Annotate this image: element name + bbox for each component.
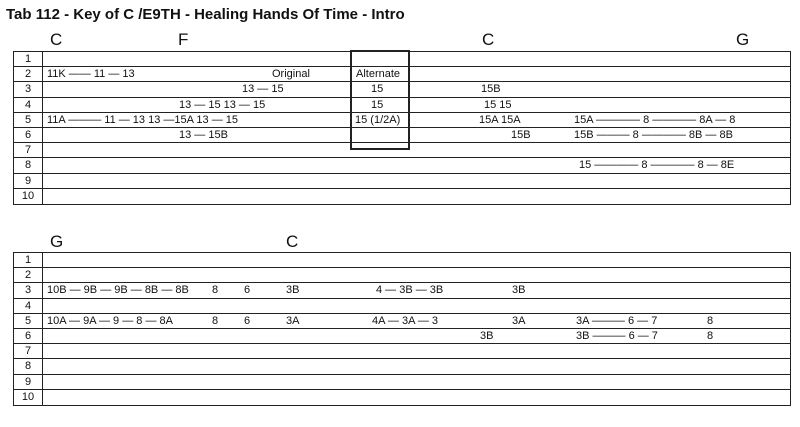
tab-note: 11A ——— 11 — 13 13 —15A 13 — 15 [47, 113, 238, 126]
tab-note: 8 [707, 329, 714, 342]
tab-note: 8 [212, 314, 219, 327]
page-title: Tab 112 - Key of C /E9TH - Healing Hands Of Time - Intro [6, 6, 405, 23]
string-row [14, 359, 790, 374]
string-row [14, 174, 790, 189]
string-number: 2 [14, 268, 43, 282]
tab-note: 6 [244, 284, 251, 297]
chord-label: G [736, 30, 750, 49]
tab-note: 15B [481, 83, 501, 96]
tab-note: 3A [286, 314, 300, 327]
tab-note: 15 15 [484, 98, 512, 111]
tab-note: 13 — 15 13 — 15 [179, 98, 266, 111]
tab-note: 8 [707, 314, 714, 327]
string-number: 1 [14, 52, 43, 66]
chord-label: C [50, 30, 63, 49]
string-number: 6 [14, 128, 43, 142]
string-row [14, 253, 790, 268]
string-number: 9 [14, 375, 43, 389]
tab-note: 15 [371, 83, 384, 96]
string-row [14, 329, 790, 344]
tab-note: 3B ——— 6 — 7 [576, 329, 658, 342]
string-row [14, 344, 790, 359]
tab-note: 15A ———— 8 ———— 8A — 8 [574, 113, 736, 126]
string-number: 4 [14, 98, 43, 112]
alternate-label: Alternate [356, 68, 401, 81]
tab-note: 15 ———— 8 ———— 8 — 8E [579, 159, 735, 172]
chord-label: F [178, 30, 189, 49]
tab-note: 3B [480, 329, 494, 342]
string-row [14, 268, 790, 283]
tab-note: 15B [511, 128, 531, 141]
tab-note: 15 [371, 98, 384, 111]
string-row [14, 158, 790, 173]
tab-note: 8 [212, 284, 219, 297]
string-number: 10 [14, 189, 43, 204]
tab-note: 10A — 9A — 9 — 8 — 8A [47, 314, 173, 327]
alternate-highlight-box [350, 50, 410, 150]
string-number: 8 [14, 359, 43, 373]
chord-label: C [482, 30, 495, 49]
tab-note: 13 — 15 [242, 83, 284, 96]
string-number: 5 [14, 113, 43, 127]
tab-note: 15B ——— 8 ———— 8B — 8B [574, 128, 733, 141]
string-number: 5 [14, 314, 43, 328]
string-number: 10 [14, 390, 43, 405]
chord-label: G [50, 232, 64, 251]
tab-note: 11K —— 11 — 13 [47, 68, 135, 81]
string-row [14, 283, 790, 298]
tab-note: 15A 15A [479, 113, 521, 126]
tab-note: 6 [244, 314, 251, 327]
tab-note: 13 — 15B [179, 128, 228, 141]
original-label: Original [272, 68, 310, 81]
string-number: 8 [14, 158, 43, 172]
string-number: 3 [14, 82, 43, 96]
string-number: 7 [14, 143, 43, 157]
tab-note: 3A [512, 314, 526, 327]
string-row [14, 375, 790, 390]
string-row [14, 390, 790, 405]
string-number: 3 [14, 283, 43, 297]
tab-note: 3B [286, 284, 300, 297]
tab-note: 15 (1/2A) [355, 113, 401, 126]
tab-grid-2 [13, 252, 791, 406]
tab-note: 3B [512, 284, 526, 297]
string-number: 4 [14, 299, 43, 313]
string-number: 1 [14, 253, 43, 267]
string-number: 2 [14, 67, 43, 81]
string-number: 6 [14, 329, 43, 343]
chord-label: C [286, 232, 299, 251]
tab-note: 4 — 3B — 3B [376, 284, 444, 297]
tab-note: 3A ——— 6 — 7 [576, 314, 658, 327]
string-row [14, 314, 790, 329]
string-row [14, 189, 790, 204]
tab-note: 4A — 3A — 3 [372, 314, 439, 327]
string-number: 7 [14, 344, 43, 358]
string-number: 9 [14, 174, 43, 188]
string-row [14, 299, 790, 314]
tab-note: 10B — 9B — 9B — 8B — 8B [47, 284, 189, 297]
